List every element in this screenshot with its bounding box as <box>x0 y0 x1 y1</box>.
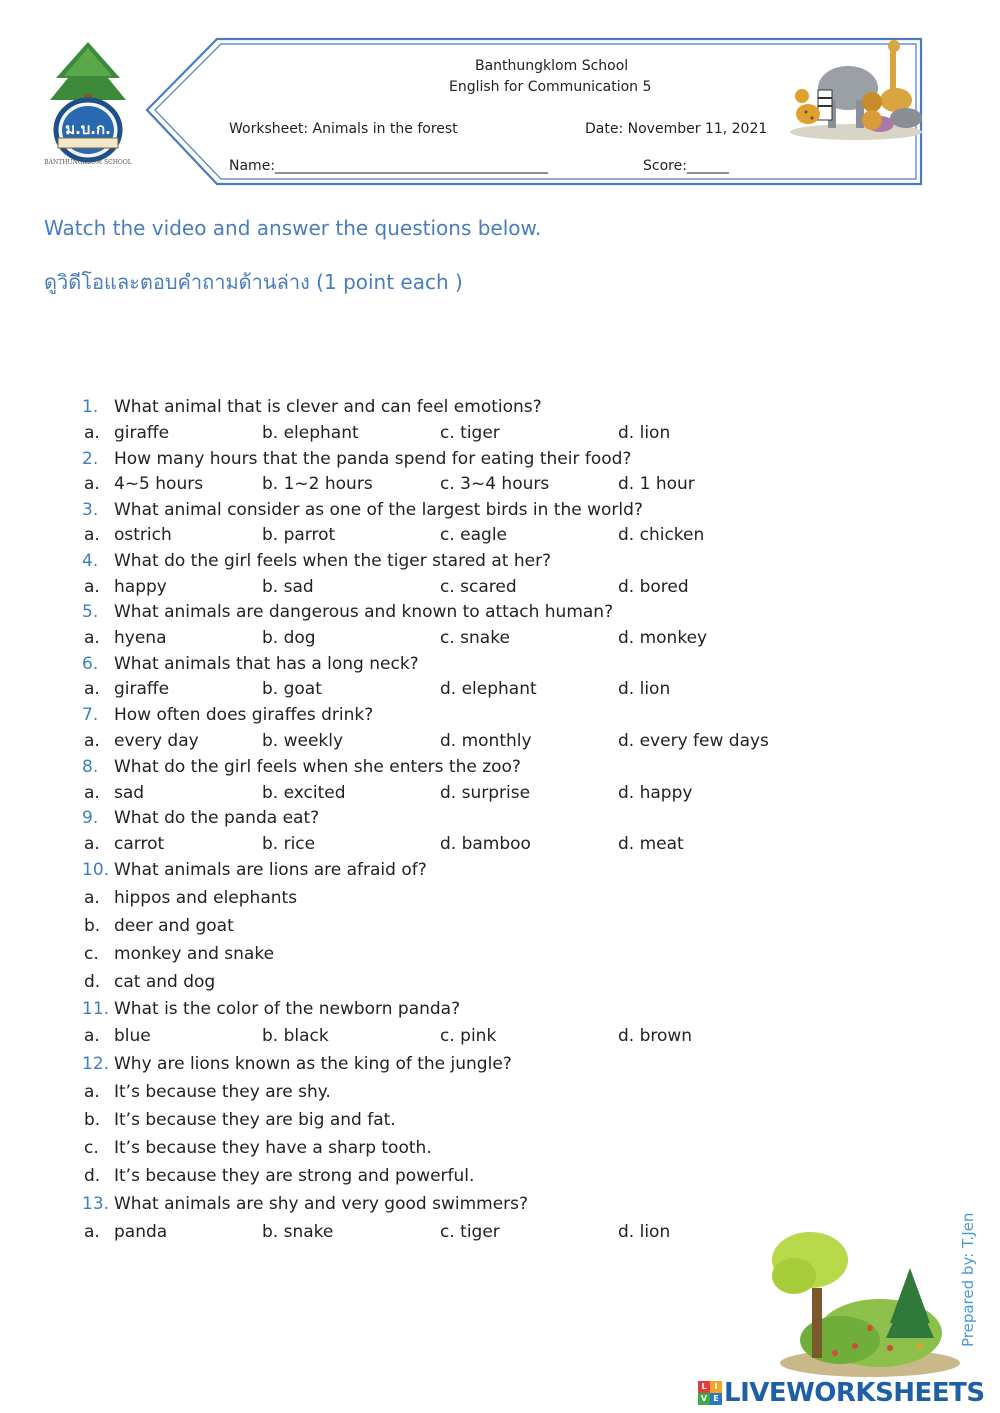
option-c[interactable]: c. scared <box>440 577 517 597</box>
option-a[interactable]: sad <box>114 783 145 803</box>
question-text: What do the girl feels when the tiger stared at her? <box>114 551 552 571</box>
question-text: What animals are dangerous and known to attach human? <box>114 602 614 622</box>
question-number: 4. <box>82 551 99 571</box>
option-a[interactable]: every day <box>114 731 199 751</box>
option-label: a. <box>84 628 100 648</box>
safari-animals-illustration <box>788 40 923 140</box>
option-c[interactable]: c. 3~4 hours <box>440 474 550 494</box>
option-a[interactable]: hyena <box>114 628 167 648</box>
option-label: b. <box>84 916 101 936</box>
option-c[interactable]: c. pink <box>440 1026 497 1046</box>
option-d[interactable]: d. bored <box>618 577 689 597</box>
option-c[interactable]: d. monthly <box>440 731 532 751</box>
option-a[interactable]: happy <box>114 577 167 597</box>
option-label: a. <box>84 423 100 443</box>
option-a[interactable]: 4~5 hours <box>114 474 204 494</box>
brand-badge-letter: V <box>698 1393 710 1405</box>
option-d[interactable]: d. 1 hour <box>618 474 695 494</box>
score-field: Score:______ <box>643 158 729 174</box>
brand-badge-letter: E <box>710 1393 722 1405</box>
option-b[interactable]: b. black <box>262 1026 329 1046</box>
question-text: What is the color of the newborn panda? <box>114 999 461 1019</box>
option-label: a. <box>84 474 100 494</box>
option-c[interactable]: c. snake <box>440 628 510 648</box>
brand-name: LIVEWORKSHEETS <box>724 1378 985 1408</box>
option-a[interactable]: carrot <box>114 834 165 854</box>
option-d[interactable]: d. lion <box>618 1222 671 1242</box>
option-label: a. <box>84 525 100 545</box>
option-b[interactable]: b. goat <box>262 679 322 699</box>
option-c[interactable]: It’s because they have a sharp tooth. <box>114 1138 432 1158</box>
option-label: b. <box>84 1110 101 1130</box>
worksheet-title: Worksheet: Animals in the forest <box>229 121 458 137</box>
question-number: 10. <box>82 860 110 880</box>
option-label: a. <box>84 783 100 803</box>
option-d[interactable]: d. lion <box>618 679 671 699</box>
name-field: Name:_______________________________________ <box>229 158 549 174</box>
school-name: Banthungklom School <box>475 58 629 74</box>
option-label: a. <box>84 888 100 908</box>
option-label: a. <box>84 1222 100 1242</box>
question-number: 12. <box>82 1054 110 1074</box>
option-d[interactable]: d. monkey <box>618 628 708 648</box>
logo-text: ม.บ.ก. <box>65 120 111 138</box>
option-b[interactable]: b. excited <box>262 783 346 803</box>
option-label: a. <box>84 577 100 597</box>
option-c[interactable]: c. tiger <box>440 1222 500 1242</box>
question-text: What do the panda eat? <box>114 808 320 828</box>
logo-caption: BANTHUNGKLOM SCHOOL <box>44 159 132 166</box>
option-c[interactable]: c. tiger <box>440 423 500 443</box>
brand-badge <box>698 1381 722 1405</box>
question-text: What animals are shy and very good swimmers? <box>114 1194 529 1214</box>
option-c[interactable]: d. surprise <box>440 783 531 803</box>
option-label: c. <box>84 944 99 964</box>
option-b[interactable]: b. rice <box>262 834 316 854</box>
option-label: d. <box>84 1166 101 1186</box>
forest-illustration <box>760 1228 960 1378</box>
option-label: a. <box>84 679 100 699</box>
option-d[interactable]: cat and dog <box>114 972 216 992</box>
option-d[interactable]: d. happy <box>618 783 693 803</box>
question-number: 3. <box>82 500 99 520</box>
option-d[interactable]: d. brown <box>618 1026 693 1046</box>
question-number: 11. <box>82 999 110 1019</box>
question-text: What animal consider as one of the largest birds in the world? <box>114 500 643 520</box>
question-text: How many hours that the panda spend for eating their food? <box>114 449 632 469</box>
question-text: Why are lions known as the king of the jungle? <box>114 1054 512 1074</box>
question-number: 6. <box>82 654 99 674</box>
option-d[interactable]: d. every few days <box>618 731 769 751</box>
question-number: 2. <box>82 449 99 469</box>
option-a[interactable]: blue <box>114 1026 151 1046</box>
option-a[interactable]: hippos and elephants <box>114 888 298 908</box>
option-b[interactable]: b. dog <box>262 628 316 648</box>
option-label: d. <box>84 972 101 992</box>
option-label: a. <box>84 731 100 751</box>
option-b[interactable]: It’s because they are big and fat. <box>114 1110 396 1130</box>
prepared-by-text: Prepared by: T.Jen <box>959 1212 977 1347</box>
option-label: a. <box>84 1082 100 1102</box>
question-text: What animals that has a long neck? <box>114 654 419 674</box>
brand-badge-letter: L <box>698 1381 710 1393</box>
prepared-by-label <box>957 1205 979 1350</box>
option-b[interactable]: deer and goat <box>114 916 234 936</box>
brand-badge-letter: I <box>710 1381 722 1393</box>
question-text: What animals are lions are afraid of? <box>114 860 427 880</box>
worksheet-date: Date: November 11, 2021 <box>585 121 768 137</box>
option-a[interactable]: giraffe <box>114 679 170 699</box>
option-c[interactable]: monkey and snake <box>114 944 275 964</box>
question-text: How often does giraffes drink? <box>114 705 374 725</box>
option-b[interactable]: b. snake <box>262 1222 334 1242</box>
question-number: 13. <box>82 1194 110 1214</box>
option-c[interactable]: d. bamboo <box>440 834 531 854</box>
option-c[interactable]: d. elephant <box>440 679 537 699</box>
option-d[interactable]: d. lion <box>618 423 671 443</box>
question-text: What animal that is clever and can feel emotions? <box>114 397 542 417</box>
question-number: 9. <box>82 808 99 828</box>
option-label: a. <box>84 1026 100 1046</box>
option-d[interactable]: d. chicken <box>618 525 705 545</box>
option-a[interactable]: panda <box>114 1222 168 1242</box>
question-number: 8. <box>82 757 99 777</box>
question-number: 7. <box>82 705 99 725</box>
option-b[interactable]: b. weekly <box>262 731 344 751</box>
option-a[interactable]: ostrich <box>114 525 172 545</box>
option-a[interactable]: giraffe <box>114 423 170 443</box>
question-number: 5. <box>82 602 99 622</box>
option-a[interactable]: It’s because they are shy. <box>114 1082 331 1102</box>
option-b[interactable]: b. parrot <box>262 525 336 545</box>
option-b[interactable]: b. elephant <box>262 423 359 443</box>
instructions-thai: ดูวิดีโอและตอบคำถามด้านล่าง (1 point each ) <box>44 270 463 294</box>
question-number: 1. <box>82 397 99 417</box>
option-b[interactable]: b. 1~2 hours <box>262 474 373 494</box>
option-label: c. <box>84 1138 99 1158</box>
option-c[interactable]: c. eagle <box>440 525 508 545</box>
option-label: a. <box>84 834 100 854</box>
option-d[interactable]: It’s because they are strong and powerful. <box>114 1166 475 1186</box>
liveworksheets-brand <box>698 1378 985 1408</box>
question-text: What do the girl feels when she enters the zoo? <box>114 757 521 777</box>
option-d[interactable]: d. meat <box>618 834 684 854</box>
instructions-english: Watch the video and answer the questions below. <box>44 216 542 240</box>
option-b[interactable]: b. sad <box>262 577 314 597</box>
course-title: English for Communication 5 <box>449 79 652 95</box>
school-logo <box>38 38 138 168</box>
